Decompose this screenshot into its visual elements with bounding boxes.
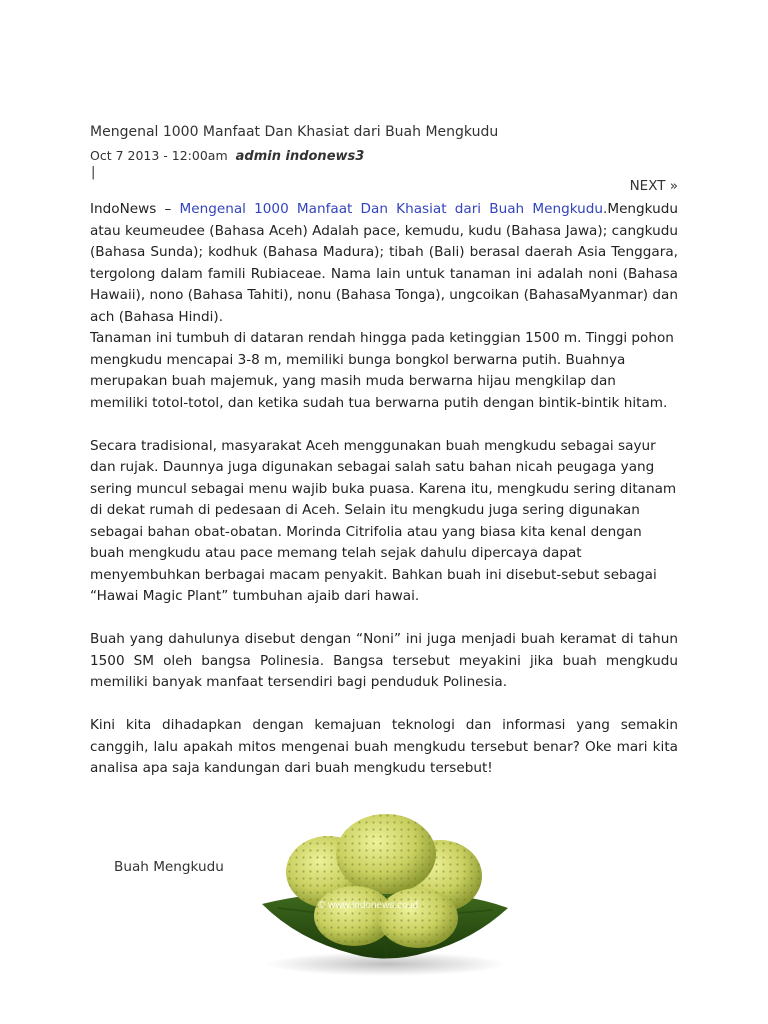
article-link[interactable]: Mengenal 1000 Manfaat Dan Khasiat dari Buah Mengkudu bbox=[179, 201, 604, 217]
image-watermark: © www.indonews.co.id bbox=[318, 900, 419, 911]
paragraph-history: Buah yang dahulunya disebut dengan “Noni” ini juga menjadi buah keramat di tahun 1500 SM oleh bangsa Polinesia. Bangsa tersebut meyakini jika buah mengkudu memiliki banyak manfaat tersendiri bagi penduduk Polinesia. bbox=[90, 631, 678, 690]
next-link[interactable]: NEXT » bbox=[629, 178, 678, 194]
paragraph-modern: Kini kita dihadapkan dengan kemajuan teknologi dan informasi yang semakin canggih, lalu apakah mitos mengenai buah mengkudu tersebut benar? Oke mari kita analisa apa saja kandungan dari buah mengkudu tersebut! bbox=[90, 717, 678, 776]
article-author[interactable]: admin indonews3 bbox=[235, 149, 365, 164]
article-title: Mengenal 1000 Manfaat Dan Khasiat dari Buah Mengkudu bbox=[90, 124, 499, 140]
intro-text: .Mengkudu atau keumeudee (Bahasa Aceh) Adalah pace, kemudu, kudu (Bahasa Jawa); cangkudu (Bahasa Sunda); kodhuk (Bahasa Madura); tibah (Bali) berasal daerah Asia Tenggara, tergolong dalam famili Rubiaceae. Nama lain untuk tanaman ini adalah noni (Bahasa Hawaii), nono (Bahasa Tahiti), nonu (Bahasa Tonga), ungcoikan (BahasaMyanmar) dan ach (Bahasa Hindi). bbox=[90, 201, 678, 325]
article-date: Oct 7 2013 - 12:00am bbox=[90, 148, 228, 163]
paragraph-intro bbox=[90, 199, 678, 328]
paragraph-habitat: Tanaman ini tumbuh di dataran rendah hingga pada ketinggian 1500 m. Tinggi pohon mengkudu mencapai 3-8 m, memiliki bunga bongkol berwarna putih. Buahnya merupakan buah majemuk, yang masih muda berwarna hijau mengkilap dan memiliki totol-totol, dan ketika sudah tua berwarna putih dengan bintik-bintik hitam. bbox=[90, 330, 674, 411]
figure-caption: Buah Mengkudu bbox=[114, 859, 224, 875]
text-cursor: | bbox=[91, 165, 96, 180]
article-meta bbox=[90, 148, 364, 164]
noni-fruit-image bbox=[258, 812, 518, 980]
article-body bbox=[90, 199, 678, 780]
paragraph-tradition: Secara tradisional, masyarakat Aceh menggunakan buah mengkudu sebagai sayur dan rujak. Daunnya juga digunakan sebagai salah satu bahan nicah peugaga yang sering muncul sebagai menu wajib buka puasa. Karena itu, mengkudu sering ditanam di dekat rumah di pedesaan di Aceh. Selain itu mengkudu juga sering digunakan sebagai bahan obat-obatan. Morinda Citrifolia atau yang biasa kita kenal dengan buah mengkudu atau pace memang telah sejak dahulu dipercaya dapat menyembuhkan berbagai macam penyakit. Bahkan buah ini disebut-sebut sebagai “Hawai Magic Plant” tumbuhan ajaib dari hawai. bbox=[90, 437, 677, 604]
source-label: IndoNews – bbox=[90, 201, 180, 217]
